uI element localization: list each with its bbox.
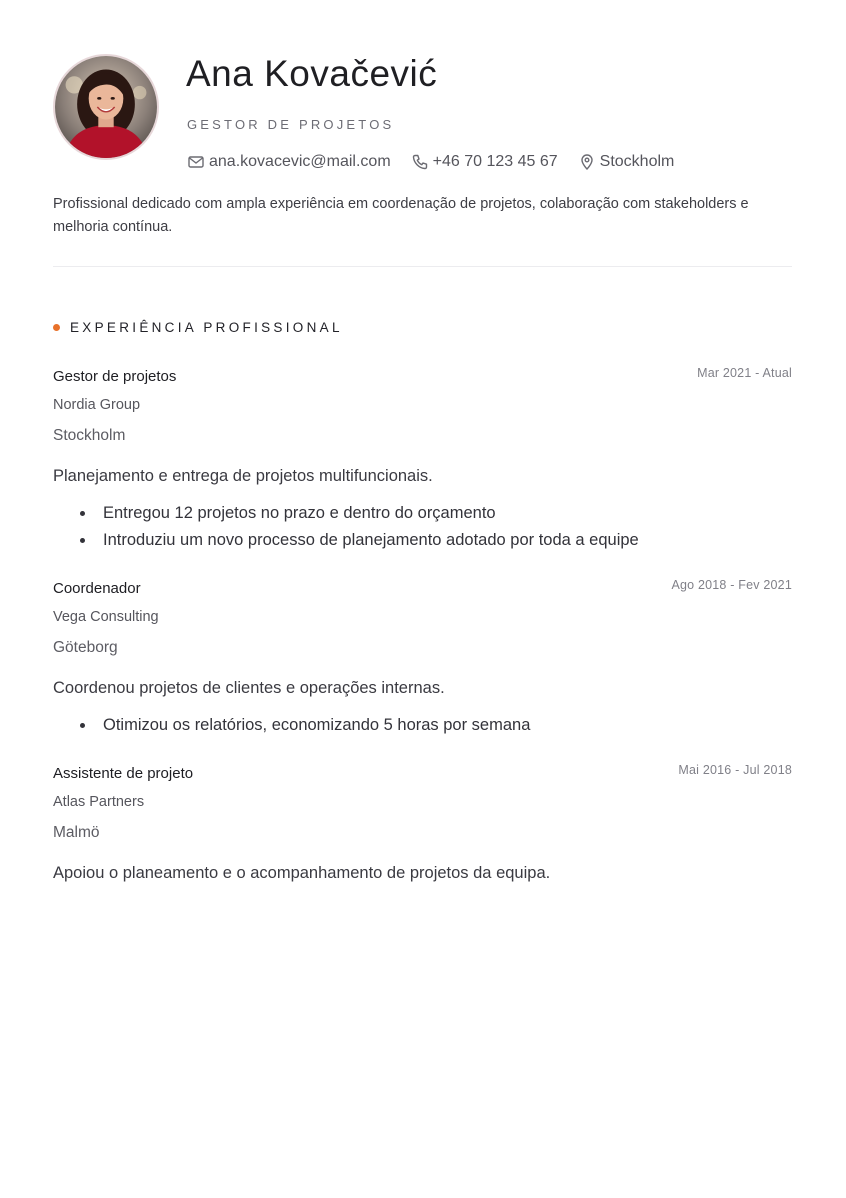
job-location: Göteborg — [53, 639, 118, 656]
profile-photo — [53, 54, 159, 160]
section-title: EXPERIÊNCIA PROFISSIONAL — [70, 320, 343, 335]
achievement-text: Entregou 12 projetos no prazo e dentro do orçamento — [103, 504, 496, 522]
contact-email[interactable] — [187, 153, 391, 171]
experience-section-header — [53, 320, 343, 335]
job-description: Apoiou o planeamento e o acompanhamento de projetos da equipa. — [53, 864, 551, 882]
job-description: Coordenou projetos de clientes e operações internas. — [53, 679, 445, 697]
achievement-item — [53, 500, 639, 527]
bullet-dot — [80, 511, 85, 516]
contact-phone[interactable] — [411, 153, 558, 171]
section-bullet-dot — [53, 324, 60, 331]
candidate-title: GESTOR DE PROJETOS — [187, 117, 395, 132]
profile-summary: Profissional dedicado com ampla experiência em coordenação de projetos, colaboração com stakeholders e melhoria contínua. — [53, 196, 749, 235]
job-dates: Mai 2016 - Jul 2018 — [678, 763, 792, 777]
location-text: Stockholm — [599, 153, 675, 170]
achievement-item — [53, 527, 639, 554]
phone-text: +46 70 123 45 67 — [432, 153, 558, 170]
mail-icon — [187, 153, 205, 171]
candidate-name: Ana Kovačević — [186, 53, 438, 94]
job-description: Planejamento e entrega de projetos multifuncionais. — [53, 467, 433, 485]
job-dates: Ago 2018 - Fev 2021 — [671, 578, 792, 592]
achievement-text: Otimizou os relatórios, economizando 5 horas por semana — [103, 716, 531, 734]
job-company: Nordia Group — [53, 397, 141, 413]
job-company: Atlas Partners — [53, 794, 145, 810]
phone-icon — [411, 153, 429, 171]
bullet-dot — [80, 538, 85, 543]
map-pin-icon — [578, 153, 596, 171]
contact-row — [187, 153, 694, 171]
job-role: Coordenador — [53, 580, 141, 597]
header-divider — [53, 266, 792, 267]
job-achievements — [53, 712, 530, 739]
job-role: Gestor de projetos — [53, 368, 177, 385]
email-text: ana.kovacevic@mail.com — [209, 153, 391, 170]
job-role: Assistente de projeto — [53, 765, 194, 782]
contact-location — [578, 153, 675, 171]
achievement-text: Introduziu um novo processo de planejamento adotado por toda a equipe — [103, 531, 639, 549]
job-location: Malmö — [53, 824, 100, 841]
achievement-item — [53, 712, 530, 739]
profile-photo-image — [55, 56, 157, 158]
job-achievements — [53, 500, 639, 554]
job-location: Stockholm — [53, 427, 126, 444]
job-dates: Mar 2021 - Atual — [697, 366, 792, 380]
bullet-dot — [80, 723, 85, 728]
job-company: Vega Consulting — [53, 609, 159, 625]
